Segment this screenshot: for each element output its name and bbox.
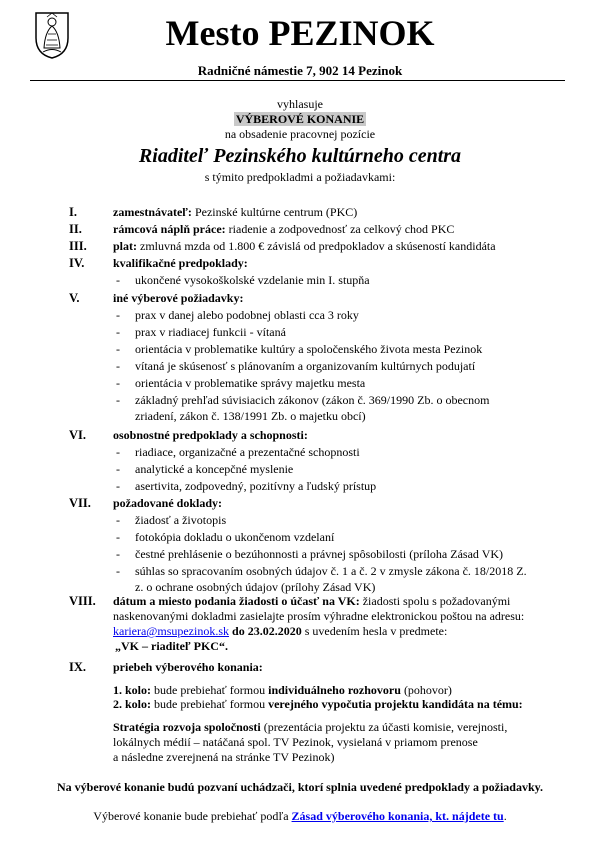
section-label: priebeh výberového konania: <box>113 660 263 674</box>
announces-text: vyhlasuje <box>277 97 323 111</box>
section-text: riadenie a zodpovednosť za celkový chod PKC <box>225 222 455 236</box>
section-label: rámcová náplň práce: <box>113 222 226 236</box>
section-label: zamestnávateľ: <box>113 205 192 219</box>
section-label: osobnostné predpoklady a schopnosti: <box>113 428 308 442</box>
section-text: zmluvná mzda od 1.800 € závislá od predpokladov a skúseností kandidáta <box>137 239 496 253</box>
deadline: do 23.02.2020 <box>229 624 302 638</box>
rules-line: Výberové konanie bude prebiehať podľa Zásad výberového konania, kt. nájdete tu. <box>93 809 507 823</box>
section-label: kvalifikačné predpoklady: <box>113 256 248 270</box>
conditions-text: s týmito predpokladmi a požiadavkami: <box>204 170 396 184</box>
position-title: Riaditeľ Pezinského kultúrneho centra <box>138 145 462 167</box>
section-text: Pezinské kultúrne centrum (PKC) <box>191 205 358 219</box>
section-label: iné výberové požiadavky: <box>113 291 244 305</box>
section-number: IX. <box>69 660 87 674</box>
subject-password: „VK – riaditeľ PKC“. <box>115 639 228 653</box>
rules-link[interactable]: Zásad výberového konania, kt. nájdete tu <box>291 809 504 823</box>
section-number: VII. <box>69 496 91 510</box>
section-body <box>113 222 558 236</box>
section-number: VI. <box>69 428 87 442</box>
city-title: Mesto PEZINOK <box>165 13 435 53</box>
section-number: V. <box>69 291 80 305</box>
email-link[interactable]: kariera@msupezinok.sk <box>113 624 230 638</box>
tag-line <box>0 112 600 127</box>
purpose-text: na obsadenie pracovnej pozície <box>224 127 376 141</box>
selection-tag: VÝBEROVÉ KONANIE <box>235 112 365 126</box>
section-number: III. <box>69 239 87 253</box>
section-label: požadované doklady: <box>113 496 223 510</box>
invite-note: Na výberové konanie budú pozvaní uchádzači, ktorí splnia uvedené predpoklady a požiadavky. <box>57 780 543 794</box>
section-body: dátum a miesto podania žiadosti o účasť na VK: žiadosti spolu s požadovanými <box>113 594 511 608</box>
section-body <box>113 205 558 219</box>
header-divider <box>30 80 565 81</box>
section-number: IV. <box>69 256 85 270</box>
section-number: I. <box>69 205 77 219</box>
section-body <box>113 239 558 253</box>
section-number: VIII. <box>69 594 96 608</box>
section-number: II. <box>69 222 82 236</box>
city-address: Radničné námestie 7, 902 14 Pezinok <box>197 63 403 78</box>
section-label: plat: <box>113 239 137 253</box>
